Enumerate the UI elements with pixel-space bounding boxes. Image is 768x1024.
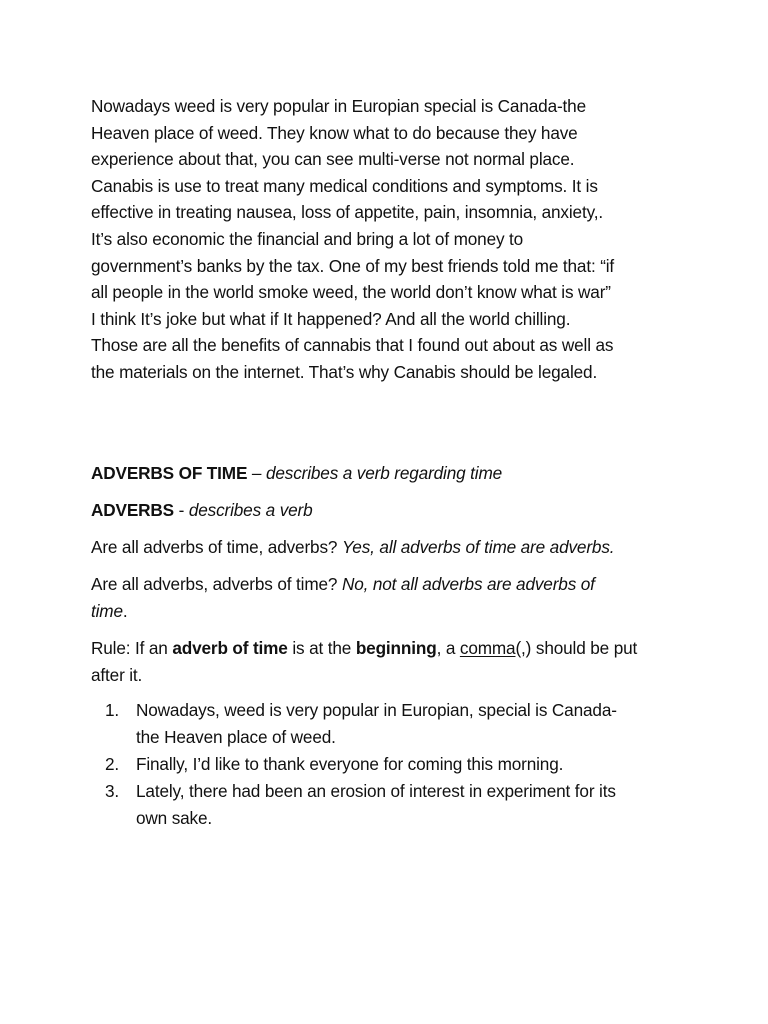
definition-text: describes a verb regarding time — [265, 463, 503, 483]
essay-line: the materials on the internet. That’s why Canabis should be legaled. — [91, 361, 598, 382]
essay-line: It’s also economic the financial and bring a lot of money to — [91, 228, 524, 249]
essay-line: government’s banks by the tax. One of my best friends told me that: “if — [91, 255, 615, 276]
examples-list — [91, 697, 711, 832]
grammar-notes — [91, 460, 711, 832]
list-item — [91, 778, 711, 832]
dash-separator: - — [174, 500, 189, 520]
list-item-line: Lately, there had been an erosion of interest in experiment for its — [136, 781, 616, 801]
list-item-line: own sake. — [136, 808, 213, 828]
definition-text: describes a verb — [188, 500, 313, 520]
term-adverbs-of-time: ADVERBS OF TIME — [91, 463, 248, 483]
definition-adverbs — [91, 497, 711, 524]
list-item-line: Finally, I’d like to thank everyone for coming this morning. — [136, 754, 564, 774]
answer-text: No, not all adverbs are adverbs of — [341, 574, 595, 594]
essay-paragraph — [91, 93, 711, 386]
question-2 — [91, 571, 711, 625]
list-item-line: Nowadays, weed is very popular in Europian, special is Canada- — [136, 700, 617, 720]
list-item-line: the Heaven place of weed. — [136, 727, 336, 747]
essay-line: all people in the world smoke weed, the world don’t know what is war” — [91, 282, 611, 303]
rule-text: (,) should be put — [515, 638, 638, 658]
comma-rule — [91, 635, 711, 689]
period: . — [122, 601, 128, 621]
rule-text: , a — [436, 638, 460, 658]
essay-line: Canabis is use to treat many medical conditions and symptoms. It is — [91, 175, 598, 196]
question-1 — [91, 534, 711, 561]
rule-underlined-comma: comma — [459, 638, 516, 658]
essay-line: effective in treating nausea, loss of appetite, pain, insomnia, anxiety,. — [91, 202, 603, 223]
document-page — [91, 93, 711, 386]
essay-line: I think It’s joke but what if It happened? And all the world chilling. — [91, 308, 571, 329]
essay-line: Those are all the benefits of cannabis that I found out about as well as — [91, 335, 614, 356]
question-text: Are all adverbs, adverbs of time? — [91, 574, 342, 594]
essay-line: Heaven place of weed. They know what to do because they have — [91, 122, 578, 143]
list-item — [91, 751, 711, 778]
list-number: 1. — [105, 700, 120, 720]
essay-line: experience about that, you can see multi-verse not normal place. — [91, 149, 575, 170]
answer-text: Yes, all adverbs of time are adverbs. — [341, 537, 615, 557]
list-number: 3. — [105, 781, 120, 801]
essay-line: Nowadays weed is very popular in Europian special is Canada-the — [91, 96, 586, 116]
rule-prefix: Rule: If an — [91, 638, 173, 658]
rule-bold-beginning: beginning — [355, 638, 437, 658]
question-text: Are all adverbs of time, adverbs? — [91, 537, 342, 557]
definition-adverbs-of-time — [91, 460, 711, 487]
term-adverbs: ADVERBS — [91, 500, 174, 520]
dash-separator: – — [247, 463, 266, 483]
rule-text-continued: after it. — [91, 665, 143, 685]
rule-text: is at the — [287, 638, 356, 658]
list-number: 2. — [105, 754, 120, 774]
answer-text-continued: time — [91, 601, 123, 621]
rule-bold-adverb-of-time: adverb of time — [172, 638, 288, 658]
list-item — [91, 697, 711, 751]
